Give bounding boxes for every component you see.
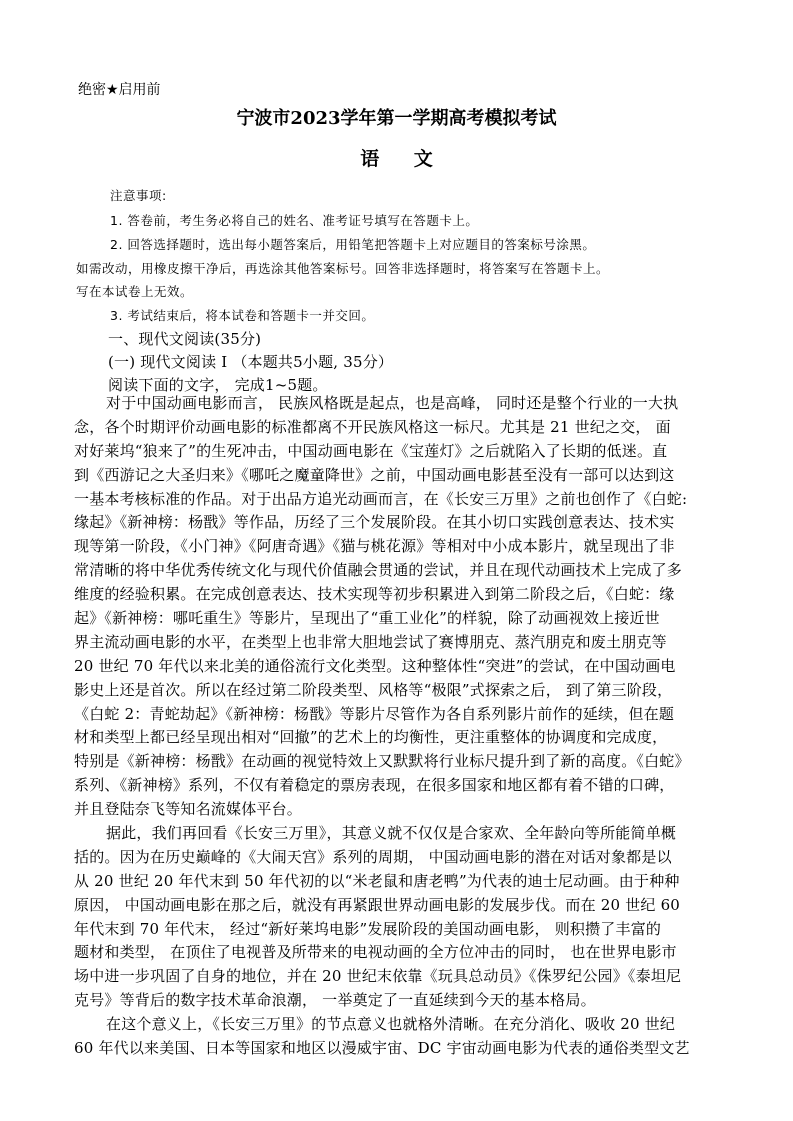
section-heading: 一、现代文阅读(35分) (108, 330, 262, 348)
passage-line: 常清晰的将中华优秀传统文化与现代价值融会贯通的尝试，并且在现代动画技术上完成了多 (74, 561, 683, 580)
passage-line: 一基本考核标准的作品。对于出品方追光动画而言，在《长安三万里》之前也创作了《白蛇: (74, 489, 688, 508)
passage-line: 对于中国动画电影而言， 民族风格既是起点，也是高峰， 同时还是整个行业的一大执 (106, 394, 679, 412)
passage-line: 起》《新神榜：哪吒重生》等影片，呈现出了“重工业化”的样貌，除了动画视效上接近世 (74, 609, 660, 628)
passage-line: 从 20 世纪 20 年代末到 50 年代初的以“米老鼠和唐老鸭”为代表的迪士尼动画。由于种种 (74, 871, 680, 890)
passage-line: 在这个意义上，《长安三万里》的节点意义也就格外清晰。在充分消化、吸收 20 世纪 (106, 1015, 676, 1034)
passage-line: 克号》等背后的数字技术革命浪潮， 一举奠定了一直延续到今天的基本格局。 (74, 991, 596, 1010)
notice-item-3: 3. 考试结束后，将本试卷和答题卡一并交回。 (110, 308, 375, 323)
notice-item-2-cont: 如需改动，用橡皮擦干净后，再选涂其他答案标号。回答非选择题时，将答案写在答题卡上。 (76, 261, 610, 276)
passage-line: 据此，我们再回看《长安三万里》，其意义就不仅仅是合家欢、全年龄向等所能简单概 (106, 824, 677, 843)
passage-line: 《白蛇 2：青蛇劫起》《新神榜：杨戬》等影片尽管作为各自系列影片前作的延续，但在题 (74, 704, 675, 723)
passage-line: 60 年代以来美国、日本等国家和地区以漫威宇宙、DC 宇宙动画电影为代表的通俗类型文艺 (74, 1039, 690, 1058)
passage-line: 并且登陆奈飞等知名流媒体平台。 (74, 800, 303, 819)
reading-passage (74, 392, 724, 1061)
notice-item-2: 2. 回答选择题时，选出每小题答案后，用铅笔把答题卡上对应题目的答案标号涂黑。 (110, 237, 596, 252)
passage-line: 括的。因为在历史巅峰的《大闹天宫》系列的周期， 中国动画电影的潜在对话对象都是以 (74, 847, 672, 866)
passage-line: 年代末到 70 年代末， 经过“新好莱坞电影”发展阶段的美国动画电影， 则积攒了丰富的 (74, 919, 662, 938)
exam-title: 宁波市2023学年第一学期高考模拟考试 (236, 108, 557, 129)
passage-line: 20 世纪 70 年代以来北美的通俗流行文化类型。这种整体性“突进”的尝试，在中国动画电 (74, 656, 676, 675)
passage-line: 念，各个时期评价动画电影的标准都离不开民族风格这一标尺。尤其是 21 世纪之交， 面 (74, 417, 671, 436)
reading-instruction: 阅读下面的文字， 完成1~5题。 (108, 376, 328, 394)
subject-title: 语 文 (360, 148, 447, 170)
notice-item-1: 1. 答卷前，考生务必将自己的姓名、准考证号填写在答题卡上。 (110, 213, 479, 228)
passage-line: 系列、《新神榜》系列，不仅有着稳定的票房表现，在很多国家和地区都有着不错的口碑， (74, 776, 675, 795)
notice-heading: 注意事项: (110, 188, 167, 203)
passage-line: 维度的经验积累。在完成创意表达、技术实现等初步积累进入到第二阶段之后，《白蛇：缘 (74, 585, 675, 604)
passage-line: 影史上还是首次。所以在经过第二阶段类型、风格等“极限”式探索之后， 到了第三阶段， (74, 680, 673, 699)
passage-line: 题材和类型， 在顶住了电视普及所带来的电视动画的全方位冲击的同时， 也在世界电影市 (74, 943, 677, 962)
passage-line: 材和类型上都已经呈现出相对“回撤”的艺术上的均衡性，更注重整体的协调度和完成度， (74, 728, 668, 747)
passage-line: 特别是《新神榜：杨戬》在动画的视觉特效上又默默将行业标尺提升到了新的高度。《白蛇》 (74, 752, 690, 771)
passage-line: 对好莱坞“狼来了”的生死冲击，中国动画电影在《宝莲灯》之后就陷入了长期的低迷。直 (74, 441, 668, 460)
passage-line: 原因， 中国动画电影在那之后，就没有再紧跟世界动画电影的发展步伐。而在 20 世纪 60 (74, 895, 681, 914)
confidential-mark: 绝密★启用前 (78, 82, 161, 98)
subsection-heading: (一) 现代文阅读 I （本题共5小题, 35分） (108, 353, 394, 371)
passage-line: 缘起》《新神榜：杨戬》等作品，历经了三个发展阶段。在其小切口实践创意表达、技术实 (74, 513, 675, 532)
passage-line: 到《西游记之大圣归来》《哪吒之魔童降世》之前，中国动画电影甚至没有一部可以达到这 (74, 465, 675, 484)
passage-line: 场中进一步巩固了自身的地位，并在 20 世纪末依靠《玩具总动员》《侏罗纪公园》《泰坦尼 (74, 967, 682, 986)
passage-line: 界主流动画电影的水平，在类型上也非常大胆地尝试了赛博朋克、蒸汽朋克和废土朋克等 (74, 632, 667, 651)
passage-line: 现等第一阶段，《小门神》《阿唐奇遇》《猫与桃花源》等相对中小成本影片，就呈现出了非 (74, 537, 675, 556)
notice-item-2-end: 写在本试卷上无效。 (76, 284, 194, 299)
